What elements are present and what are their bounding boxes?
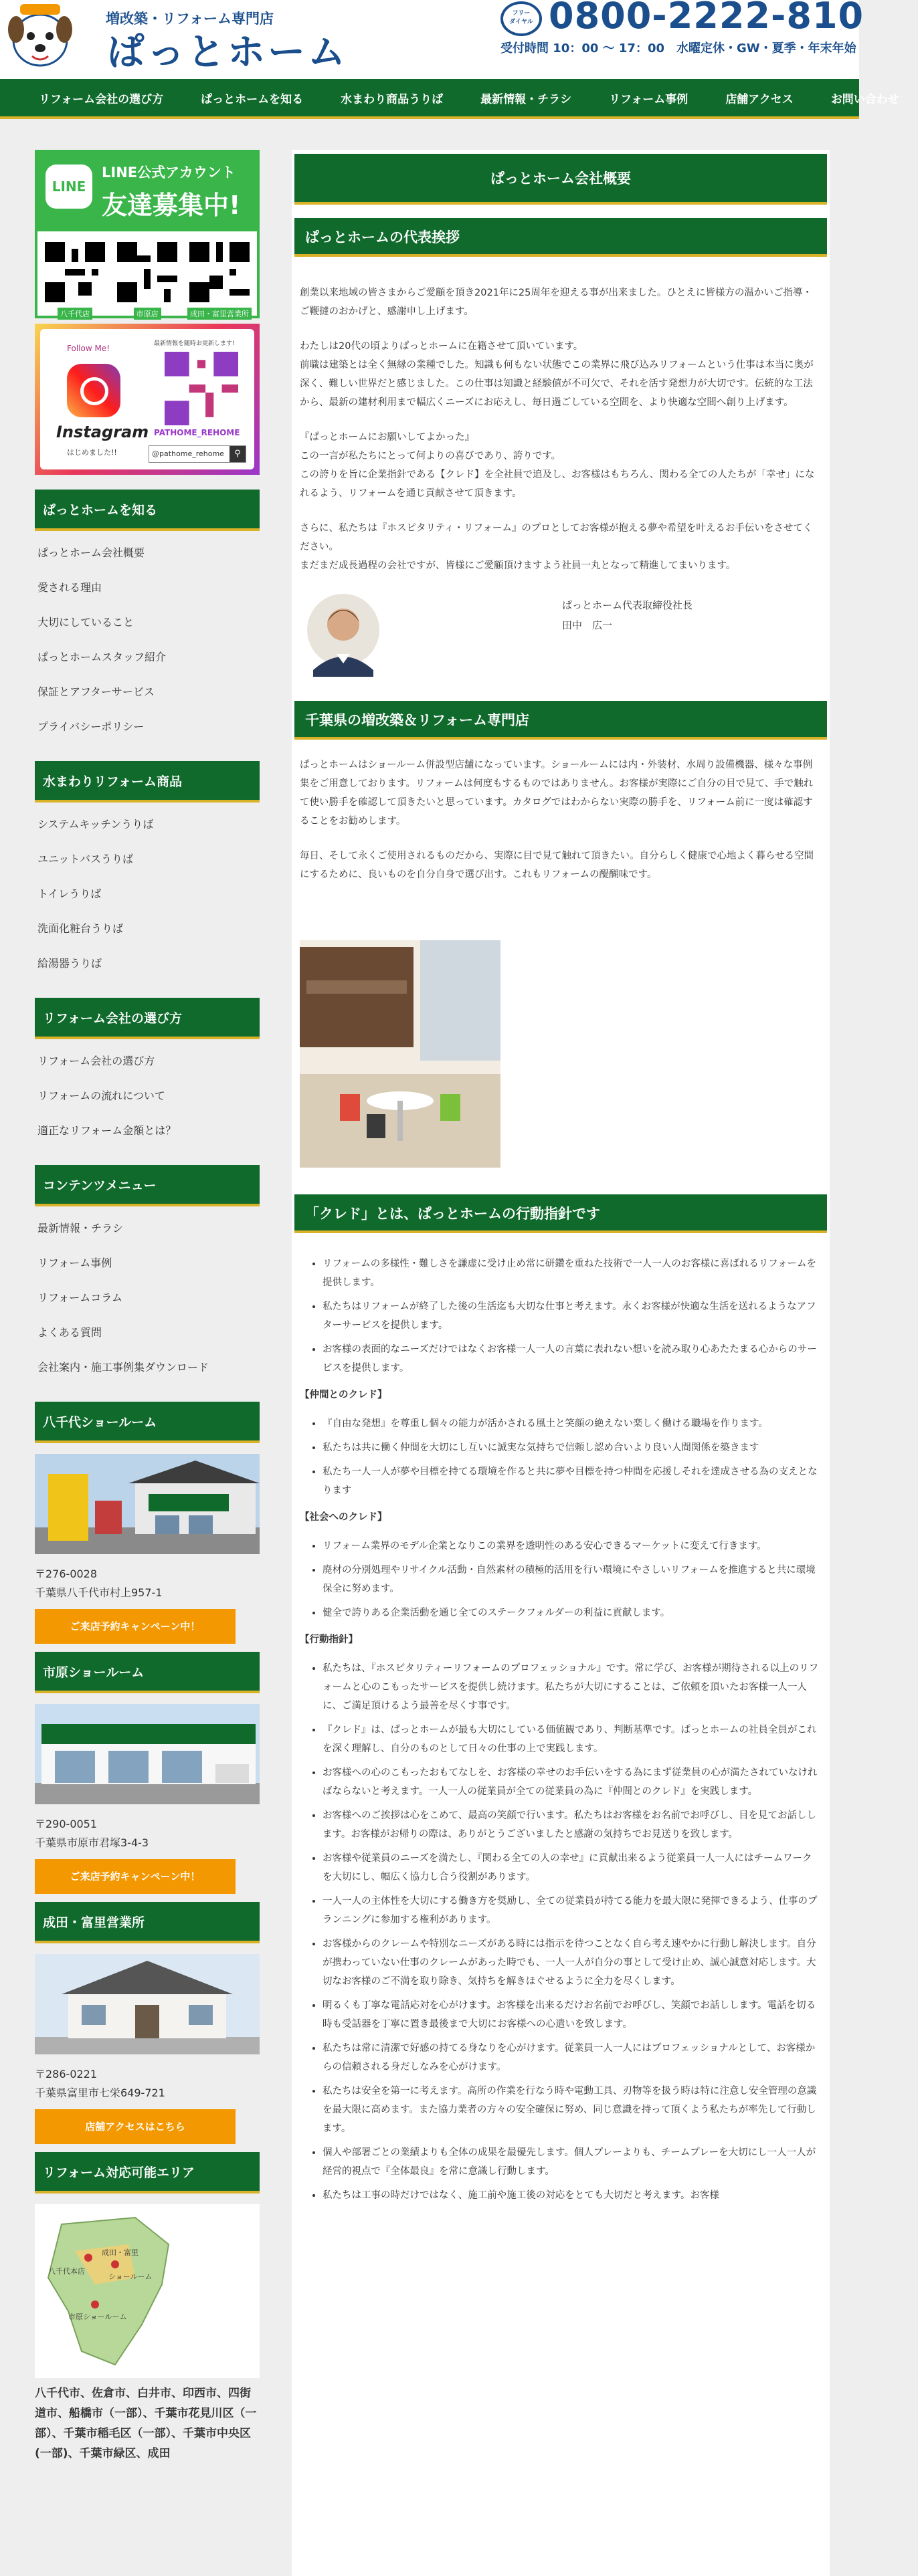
search-icon: ⚲ [230, 446, 246, 462]
credo-list [294, 1537, 827, 1622]
side-heading: リフォーム対応可能エリア [35, 2152, 260, 2193]
site-logo[interactable] [7, 3, 348, 75]
side-section-choose [35, 998, 260, 1165]
side-link[interactable]: トイレうりば [37, 887, 102, 900]
paragraph: 毎日、そして永くご使用されるものだから、実際に目で見て触れて頂きたい。自分らしく健康で心地よく暮らせる空間にするために、良いものを自分自身で選び出す。これもリフォームの醍醐味です。 [300, 851, 814, 880]
section-heading: ぱっとホームの代表挨拶 [294, 218, 827, 257]
line-logo-icon: LINE [45, 165, 92, 209]
sub-heading: 【仲間とのクレド】 [300, 1390, 387, 1400]
main-content [292, 150, 830, 2576]
list-item: • リフォーム業界のモデル企業となりこの業界を透明性のある安心できるマーケットに変えて行きます。 [323, 1537, 822, 1555]
showroom-address: 千葉県富里市七栄649-721 [35, 2086, 165, 2099]
side-link[interactable]: ぱっとホームスタッフ紹介 [37, 651, 167, 663]
side-section-yachiyo [35, 1402, 260, 1644]
qr-narita[interactable] [187, 242, 252, 320]
list-item: • 廃材の分別処理やリサイクル活動・自然素材の積極的活用を行い環境にやさしいリフォームを推進すると共に環境保全に努めます。 [323, 1561, 822, 1598]
list-item: • 私たちは、『ホスピタリティーリフォームのプロフェッショナル』です。常に学び、お客様が期待される以上のリフォームと心のこもったサービスを提供し続けます。私たちが大切にすることは、ご依頼を頂いたお客様一人一人に、ご満足頂けるよう最善を尽くす事です。 [323, 1659, 822, 1715]
list-item: • 私たち一人一人が夢や目標を持てる環境を作ると共に夢や目標を持つ仲間を応援しそれを達成させる為の支えとなります [323, 1463, 822, 1500]
credo-list [294, 1414, 827, 1500]
side-link-list [35, 802, 260, 998]
area-map [35, 2204, 260, 2378]
side-link[interactable]: リフォーム会社の選び方 [37, 1055, 155, 1067]
showroom-address: 千葉県市原市君塚3-4-3 [35, 1836, 149, 1849]
side-heading: 市原ショールーム [35, 1652, 260, 1693]
paragraph: わたしは20代の頃よりぱっとホームに在籍させて頂いています。 前職は建築とは全く無縁の業種でした。知識も何もない状態でこの業界に飛び込みリフォームという仕事は本当に奥が深く、難しい世界だと感じました。この仕事は知識と経験値が不可欠で、それを活す発想力が大切です。伝統的な工法から、最新の建材利用まで幅広くニーズにお応えし、毎日過ごしている空間を、より快適な空間へ創り上げます。 [300, 341, 814, 408]
insta-start: はじめました!! [67, 448, 117, 457]
sub-heading: 【行動指針】 [300, 1634, 358, 1645]
section-shop [294, 701, 827, 1170]
side-link[interactable]: プライバシーポリシー [37, 720, 145, 733]
instagram-banner-inner [40, 329, 254, 469]
nav-item-access[interactable]: 店舗アクセス [725, 92, 794, 106]
side-link[interactable]: ユニットバスうりば [37, 853, 134, 865]
showroom-interior-photo [300, 900, 500, 1168]
paragraph: 創業以来地域の皆さまからご愛顧を頂き2021年に25周年を迎える事が出来ました。ひとえに皆様方の温かいご指導・ご鞭撻のおかげと、感謝申し上げます。 [300, 288, 812, 317]
side-link[interactable]: システムキッチンうりば [37, 818, 154, 831]
insta-search[interactable] [149, 445, 246, 463]
free-dial-icon: フリー ダイヤル [500, 1, 542, 36]
qr-label: 成田・富里営業所 [187, 308, 252, 320]
insta-search-text: @pathome_rehome [152, 449, 224, 458]
list-item: • お客様へのご挨拶は心をこめて、最高の笑顔で行います。私たちはお客様をお名前でお呼びし、目を見てお話しします。お客様がお帰りの際は、ありがとうございましたと感謝の気持ちでお見送りを致します。 [323, 1806, 822, 1844]
side-heading: 八千代ショールーム [35, 1402, 260, 1443]
side-heading: ぱっとホームを知る [35, 490, 260, 531]
president-row [294, 588, 827, 689]
side-link[interactable]: よくある質問 [37, 1326, 102, 1339]
map-label: 市原ショールーム [68, 2313, 127, 2321]
line-title: LINE公式アカウント [102, 165, 236, 181]
mascot-logo [7, 3, 74, 70]
section-greeting [294, 218, 827, 689]
line-banner-head [37, 152, 257, 231]
nav-item-choose[interactable]: リフォーム会社の選び方 [39, 92, 164, 106]
side-section-contents [35, 1165, 260, 1402]
area-text: 八千代市、佐倉市、白井市、印西市、四街道市、船橋市（一部）、千葉市花見川区（一部）、千葉市稲毛区（一部）、千葉市中央区(一部)、千葉市緑区、成田 [35, 2387, 257, 2460]
qr-label: 八千代店 [58, 308, 92, 320]
showroom-zip: 〒290-0051 [35, 1818, 98, 1830]
side-link[interactable]: リフォームコラム [37, 1291, 123, 1304]
list-item: • 個人や部署ごとの業績よりも全体の成果を最優先します。個人プレーよりも、チームプレーを大切にし一人一人が経営的視点で『全体最良』を常に意識し行動します。 [323, 2143, 822, 2181]
nav-item-water[interactable]: 水まわり商品うりば [341, 92, 444, 106]
logo-subtitle: 増改築・リフォーム専門店 [106, 11, 274, 27]
president-avatar [306, 590, 380, 677]
area-map-shape [35, 2204, 260, 2378]
showroom-zip: 〒286-0221 [35, 2068, 98, 2080]
side-heading: リフォーム会社の選び方 [35, 998, 260, 1039]
tel-hours: 受付時間 10：00 〜 17：00 水曜定休・GW・夏季・年末年始 [500, 41, 856, 56]
side-link[interactable]: 保証とアフターサービス [37, 685, 155, 698]
list-item: • 健全で誇りある企業活動を通じ全てのステークフォルダーの利益に貢献します。 [323, 1604, 822, 1622]
showroom-zip: 〒276-0028 [35, 1568, 98, 1580]
side-section-know [35, 490, 260, 761]
side-link-list [35, 1206, 260, 1402]
credo-list [294, 1659, 827, 2205]
list-item: • お客様への心のこもったおもてなしを、お客様の幸せのお手伝いをする為にまず従業員の心が満たされていなければならないと考えます。一人一人の従業員が全ての従業員の為に『仲間とのクレド』を実践します。 [323, 1763, 822, 1801]
side-link[interactable]: 最新情報・チラシ [37, 1222, 124, 1235]
paragraph: さらに、私たちは『ホスピタリティ・リフォーム』のプロとしてお客様が抱える夢や希望を叶えるお手伝いをさせてください。 まだまだ成長過程の会社ですが、皆様にご愛顧頂けますよう社員一丸となって精進してまいります。 [300, 523, 813, 571]
line-subtitle: 友達募集中! [102, 191, 241, 220]
side-heading: 成田・富里営業所 [35, 1902, 260, 1943]
side-link[interactable]: 大切にしていること [37, 616, 134, 629]
tel-number[interactable]: 0800-2222-810 [549, 0, 864, 37]
side-heading: 水まわりリフォーム商品 [35, 761, 260, 802]
narita-access-button[interactable]: 店舗アクセスはこちら [35, 2109, 236, 2144]
list-item: • 『自由な発想』を尊重し個々の能力が活かされる風土と笑顔の絶えない楽しく働ける職場を作ります。 [323, 1414, 822, 1433]
list-item: • 明るくも丁寧な電話応対を心がけます。お客様を出来るだけお名前でお呼びし、笑顔でお話しします。電話を切る時も受話器を丁寧に置き最後まで大切にお客様への心遣いを致します。 [323, 1996, 822, 2034]
list-item: • 私たちはリフォームが終了した後の生活迄も大切な仕事と考えます。永くお客様が快適な生活を送れるようなアフターサービスを提供します。 [323, 1297, 822, 1335]
paragraph: ぱっとホームはショールーム併設型店舗になっています。ショールームには内・外装材、水周り設備機器、様々な事例集をご用意しております。リフォームは何度もするものではありません。お客様が実際にご自分の目で見て、手で触れて使い勝手を確認して頂きたいと思っています。カタログではわからない実際の勝手を、リフォーム前に一度は確認することをお勧めします。 [300, 760, 814, 827]
president-signature: ぱっとホーム代表取締役社長 田中 広一 [562, 599, 693, 631]
qr-code-icon [45, 242, 105, 302]
list-item: • リフォームの多様性・難しさを謙虚に受け止め常に研鑽を重ねた技術で一人一人のお客様に喜ばれるリフォームを提供します。 [323, 1255, 822, 1292]
insta-id: PATHOME_REHOME [154, 428, 240, 437]
list-item: • 私たちは安全を第一に考えます。高所の作業を行なう時や電動工具、刃物等を扱う時は特に注意し安全管理の意識を最大限に高めます。また協力業者の方々の安全確保に努め、同じ意識を持って頂くよう私たちが率先して行動します。 [323, 2082, 822, 2138]
yachiyo-showroom-photo[interactable] [35, 1454, 260, 1554]
side-link-list [35, 1039, 260, 1165]
side-link[interactable]: 適正なリフォーム金額とは？ [37, 1124, 177, 1137]
qr-yachiyo[interactable] [43, 242, 107, 320]
side-link[interactable]: 給湯器うりば [37, 957, 102, 970]
page-title: ぱっとホーム会社概要 [294, 154, 827, 205]
nav-item-know[interactable]: ぱっとホームを知る [201, 92, 304, 106]
ichihara-showroom-photo[interactable] [35, 1704, 260, 1804]
side-section-ichihara [35, 1652, 260, 1894]
paragraph: 『ぱっとホームにお願いしてよかった』 この一言が私たちにとって何よりの喜びであり、誇りです。 この誇りを旨に企業指針である【クレド】を全社員で追及し、お客様はもちろん、関わる全ての人たちが「幸せ」になれるよう、リフォームを通じ貢献させて頂きます。 [300, 432, 815, 499]
line-banner[interactable] [35, 150, 260, 318]
map-label: ショールーム [108, 2272, 153, 2281]
side-link[interactable]: 愛される理由 [37, 581, 102, 594]
side-section-narita [35, 1902, 260, 2144]
credo-list [294, 1255, 827, 1378]
nav-item-cases[interactable]: リフォーム事例 [609, 92, 688, 106]
logo-title: ぱっとホーム [107, 30, 348, 74]
sidebar [35, 150, 260, 2464]
list-item: • 私たちは共に働く仲間を大切にし互いに誠実な気持ちで信頼し認め合いより良い人間関係を築きます [323, 1438, 822, 1457]
side-section-area [35, 2152, 260, 2464]
sub-heading: 【社会へのクレド】 [300, 1512, 387, 1523]
tel-block[interactable] [500, 0, 864, 67]
side-heading: コンテンツメニュー [35, 1165, 260, 1206]
list-item: • お客様からのクレームや特別なニーズがある時には指示を待つことなく自ら考え速やかに行動し解決します。自分が携わっていない仕事のクレームがあった時でも、一人一人が自分の事として受け止め、誠心誠意対応します。大切なお客様のご不満を取り除き、気持ちを解きほぐせるように全力を尽くします。 [323, 1935, 822, 1991]
side-link[interactable]: ぱっとホーム会社概要 [37, 546, 145, 559]
instagram-icon [67, 364, 120, 417]
global-nav [0, 79, 899, 119]
map-label: 成田・富里 [102, 2248, 139, 2257]
list-item: • お客様の表面的なニーズだけではなくお客様一人一人の言葉に表れない想いを読み取り心あたたまる心からのサービスを提供します。 [323, 1340, 822, 1378]
instagram-banner[interactable] [35, 324, 260, 475]
insta-note: 最新情報を随時お更新します! [154, 340, 235, 347]
list-item: • 『クレド』は、ぱっとホームが最も大切にしている価値観であり、判断基準です。ぱっとホームの社員全員がこれを深く理解し、自分のものとして日々の仕事の上で実践します。 [323, 1721, 822, 1758]
qr-label: 市原店 [134, 308, 161, 320]
line-qr-row [43, 242, 252, 320]
insta-name: Instagram [56, 423, 149, 441]
insta-follow-label: Follow Me! [67, 344, 110, 353]
ichihara-campaign-button[interactable]: ご来店予約キャンペーン中！ [35, 1859, 236, 1894]
nav-item-news[interactable]: 最新情報・チラシ [480, 92, 572, 106]
side-link[interactable]: 会社案内・施工事例集ダウンロード [37, 1361, 209, 1374]
narita-office-photo[interactable] [35, 1954, 260, 2054]
side-link[interactable]: 洗面化粧台うりば [37, 922, 124, 935]
side-link-list [35, 531, 260, 761]
nav-item-contact[interactable]: お問い合わせ [830, 92, 899, 106]
list-item: • 私たちは常に清潔で好感の持てる身なりを心がけます。従業員一人一人にはプロフェッショナルとして、お客様からの信頼される身だしなみを心がけます。 [323, 2039, 822, 2076]
qr-code-icon [117, 242, 177, 302]
section-heading: 千葉県の増改築＆リフォーム専門店 [294, 701, 827, 740]
list-item: • 私たちは工事の時だけではなく、施工前や施工後の対応をとても大切だと考えます。お客様 [323, 2186, 822, 2205]
map-label: 八千代本店 [48, 2267, 85, 2276]
section-heading: 「クレド」とは、ぱっとホームの行動指針です [294, 1194, 827, 1233]
list-item: • 一人一人の主体性を大切にする働き方を奨励し、全ての従業員が持てる能力を最大限に発揮できるよう、仕事のプランニングに参加する権利があります。 [323, 1892, 822, 1929]
showroom-address: 千葉県八千代市村上957-1 [35, 1586, 163, 1599]
qr-code-icon [189, 242, 250, 302]
list-item: • お客様や従業員のニーズを満たし、『関わる全ての人の幸せ』に貢献出来るよう従業員一人一人にはチームワークを大切にし、幅広く協力し合う役割があります。 [323, 1849, 822, 1887]
qr-ichihara[interactable] [115, 242, 179, 320]
site-header [0, 0, 864, 79]
side-link[interactable]: リフォーム事例 [37, 1257, 112, 1269]
section-credo [294, 1194, 827, 2205]
side-link[interactable]: リフォームの流れについて [37, 1089, 165, 1102]
insta-qr-icon [165, 352, 238, 425]
side-section-water [35, 761, 260, 998]
yachiyo-campaign-button[interactable]: ご来店予約キャンペーン中！ [35, 1609, 236, 1644]
